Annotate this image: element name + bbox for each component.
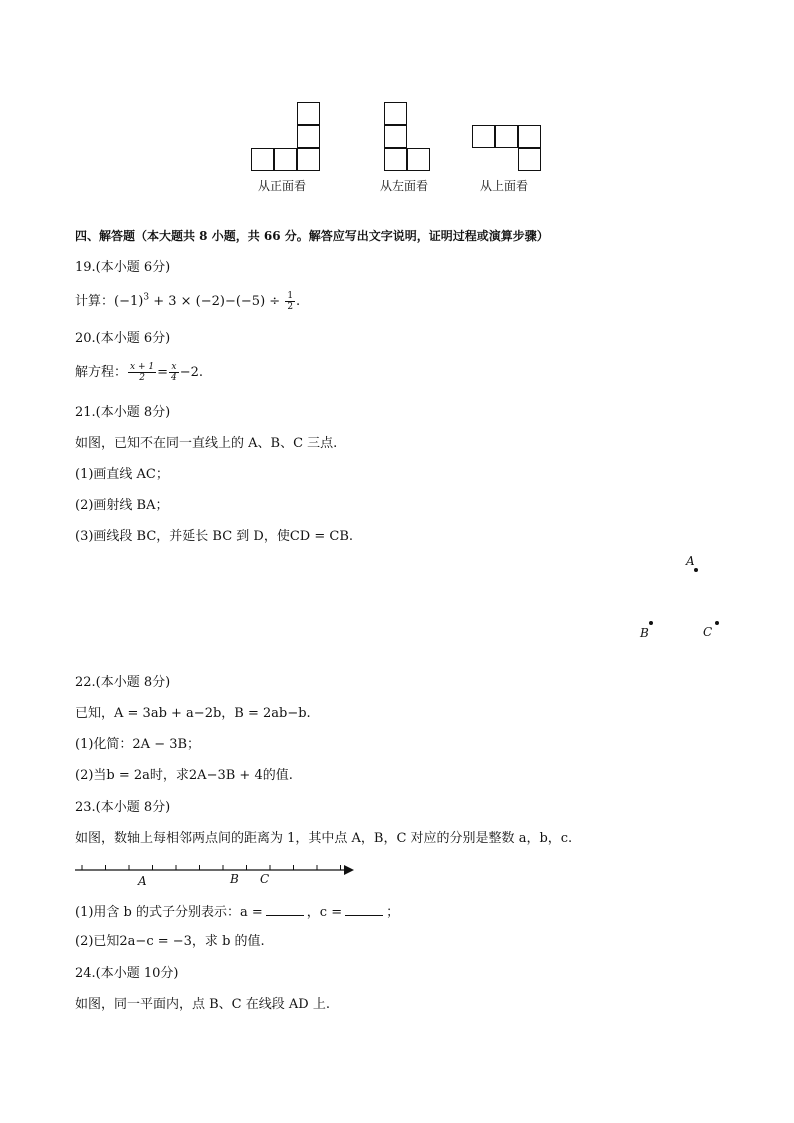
q20-prefix: 解方程： [75, 365, 128, 380]
front-view-label: 从正面看 [258, 179, 307, 193]
q20-fraction-1 [128, 362, 156, 383]
cube-square [495, 125, 518, 148]
q20-header: 20.(本小题 6分) [75, 331, 171, 346]
q21-header: 21.(本小题 8分) [75, 405, 171, 420]
q24-line1: 如图，同一平面内，点 B、C 在线段 AD 上. [75, 997, 330, 1012]
q23-line2-c: ； [386, 905, 400, 920]
point-b-dot [649, 621, 653, 625]
cube-square [518, 125, 541, 148]
cube-square [251, 148, 274, 171]
cube-square [384, 148, 407, 171]
q19-header: 19.(本小题 6分) [75, 260, 171, 275]
q19-frac-num: 1 [287, 291, 294, 301]
q23-line3: (2)已知2a−c = −3，求 b 的值. [75, 934, 265, 949]
point-c-dot [715, 621, 719, 625]
q20-f1-num: x + 1 [130, 362, 155, 372]
q20-tail: −2. [179, 365, 204, 380]
point-c-label: C [703, 625, 713, 639]
q21-line2: (1)画直线 AC； [75, 467, 169, 482]
q19-expr-b: + 3 × (−2)−(−5) ÷ [149, 294, 285, 309]
q20-fraction-2 [169, 362, 179, 383]
q22-header: 22.(本小题 8分) [75, 675, 171, 690]
section-heading: 四、解答题（本大题共 8 小题，共 66 分。解答应写出文字说明，证明过程或演算步骤） [75, 229, 549, 243]
q23-line1: 如图，数轴上每相邻两点间的距离为 1，其中点 A，B，C 对应的分别是整数 a，b，c. [75, 831, 573, 846]
cube-square [297, 148, 320, 171]
cube-square [297, 102, 320, 125]
q21-line1: 如图，已知不在同一直线上的 A、B、C 三点. [75, 436, 338, 451]
cube-square [297, 125, 320, 148]
point-a-label: A [686, 554, 695, 568]
cube-square [274, 148, 297, 171]
q19-exponent: 3 [143, 292, 150, 303]
q19-frac-den: 2 [287, 302, 294, 312]
answer-blank-a[interactable] [266, 903, 304, 916]
numline-label-a: A [138, 874, 147, 888]
number-line-ticks [82, 865, 341, 870]
cube-square [384, 102, 407, 125]
q19-fraction [285, 291, 295, 312]
q20-f2-num: x [169, 362, 179, 373]
q23-header: 23.(本小题 8分) [75, 800, 171, 815]
q21-line3: (2)画射线 BA； [75, 498, 169, 513]
q19-expression [75, 291, 300, 312]
q23-line2-a: (1)用含 b 的式子分别表示：a = [75, 905, 263, 920]
q22-line2: (1)化简：2A − 3B； [75, 737, 201, 752]
q23-line2-b: ，c = [306, 905, 343, 920]
q20-f1-den: 2 [139, 373, 145, 383]
q22-line3: (2)当b = 2a时，求2A−3B + 4的值. [75, 768, 293, 783]
q19-expr-a: (−1) [114, 294, 144, 309]
top-view-label: 从上面看 [480, 179, 529, 193]
answer-blank-c[interactable] [345, 903, 383, 916]
cube-square [518, 148, 541, 171]
q19-tail: . [296, 294, 301, 309]
q21-line4: (3)画线段 BC，并延长 BC 到 D，使CD = CB. [75, 529, 354, 544]
numline-label-c: C [260, 872, 270, 886]
arrow-head-icon [344, 865, 354, 875]
q23-line2 [75, 903, 399, 922]
cube-square [407, 148, 430, 171]
cube-square [384, 125, 407, 148]
numline-label-b: B [230, 872, 239, 886]
q19-prefix: 计算： [75, 294, 115, 309]
q24-header: 24.(本小题 10分) [75, 966, 179, 981]
point-a-dot [694, 568, 698, 572]
number-line [72, 858, 357, 894]
three-view-figure [0, 0, 794, 200]
q20-f2-den: 4 [171, 373, 177, 383]
q20-equals: = [157, 365, 168, 380]
cube-square [472, 125, 495, 148]
point-b-label: B [640, 626, 649, 640]
left-view-label: 从左面看 [380, 179, 429, 193]
q22-line1: 已知，A = 3ab + a−2b，B = 2ab−b. [75, 706, 311, 721]
q20-equation [75, 362, 203, 383]
